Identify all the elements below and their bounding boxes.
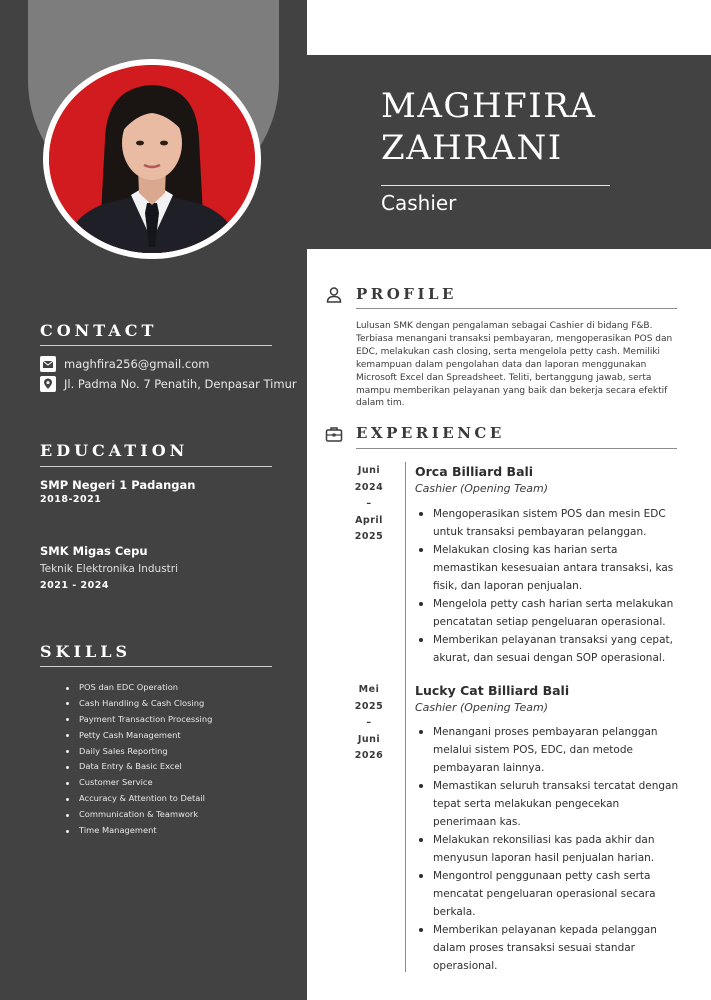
- date-separator: –: [366, 717, 372, 728]
- education-major: Teknik Elektronika Industri: [40, 563, 179, 575]
- job-role: Cashier (Opening Team): [415, 482, 549, 495]
- skills-divider: [40, 666, 272, 667]
- company-name: Lucky Cat Billiard Bali: [415, 683, 570, 698]
- education-years: 2021 - 2024: [40, 580, 109, 591]
- skills-list: [64, 680, 212, 839]
- person-portrait-image: [49, 65, 255, 253]
- job-duties-list: [416, 723, 684, 975]
- person-icon: [325, 286, 343, 304]
- job-duty: Mengelola petty cash harian serta melakukan pencatatan setiap pengeluaran operasional.: [416, 595, 684, 631]
- date-end-month: April: [355, 514, 383, 526]
- address-text: Jl. Padma No. 7 Penatih, Denpasar Timur: [64, 377, 297, 391]
- date-start-month: Mei: [358, 684, 380, 695]
- job-duty: Memberikan pelayanan transaksi yang cepat, akurat, dan sesuai dengan SOP operasional.: [416, 631, 684, 667]
- skill-item: Communication & Teamwork: [64, 807, 212, 823]
- skill-item: Time Management: [64, 823, 212, 839]
- timeline-line: [405, 462, 406, 972]
- date-separator: –: [366, 498, 372, 509]
- skill-item: Daily Sales Reporting: [64, 744, 212, 760]
- job-duties-list: [416, 505, 684, 667]
- email-icon: [40, 356, 56, 372]
- contact-heading: CONTACT: [40, 321, 158, 340]
- skill-item: Cash Handling & Cash Closing: [64, 696, 212, 712]
- job-duty: Memberikan pelayanan kepada pelanggan dalam proses transaksi sesuai standar operasional.: [416, 921, 684, 975]
- first-name: MAGHFIRA: [381, 86, 597, 126]
- education-years: 2018-2021: [40, 494, 102, 505]
- profile-photo: [43, 59, 261, 259]
- contact-email[interactable]: [40, 356, 209, 372]
- date-start-month: Juni: [357, 465, 381, 476]
- skill-item: Customer Service: [64, 775, 212, 791]
- education-school: SMK Migas Cepu: [40, 544, 148, 558]
- skill-item: Accuracy & Attention to Detail: [64, 791, 212, 807]
- job-duty: Melakukan closing kas harian serta memastikan kesesuaian antara transaksi, kas fisik, dan laporan penjualan.: [416, 541, 684, 595]
- experience-divider: [356, 448, 677, 449]
- contact-divider: [40, 345, 272, 346]
- skill-item: Data Entry & Basic Excel: [64, 759, 212, 775]
- profile-heading: PROFILE: [356, 285, 457, 303]
- email-text: maghfira256@gmail.com: [64, 357, 210, 371]
- job-duty: Mengoperasikan sistem POS dan mesin EDC untuk transaksi pembayaran pelanggan.: [416, 505, 684, 541]
- contact-address: [40, 376, 297, 392]
- profile-divider: [356, 308, 677, 309]
- profile-summary: Lulusan SMK dengan pengalaman sebagai Cashier di bidang F&B. Terbiasa menangani transaksi pembayaran, mengoperasikan POS dan EDC, melakukan cash closing, serta mengelola petty cash. Memiliki kemampuan dalam pengolahan data dan laporan menggunakan Microsoft Excel dan Spreadsheet. Teliti, bertanggung jawab, serta mampu memberikan pelayanan yang baik dan bekerja secara efektif dalam tim.: [356, 321, 673, 409]
- job-duty: Menangani proses pembayaran pelanggan melalui sistem POS, EDC, dan metode pembayaran lainnya.: [416, 723, 684, 777]
- last-name: ZAHRANI: [381, 128, 563, 168]
- skill-item: POS dan EDC Operation: [64, 680, 212, 696]
- job-duty: Memastikan seluruh transaksi tercatat dengan tepat serta melakukan pengecekan penerimaan kas.: [416, 777, 684, 831]
- job-date-range: [349, 682, 389, 765]
- date-end-year: 2025: [354, 531, 384, 542]
- date-end-year: 2026: [354, 750, 384, 761]
- date-start-year: 2025: [354, 700, 384, 712]
- education-school: SMP Negeri 1 Padangan: [40, 478, 196, 492]
- job-duty: Melakukan rekonsiliasi kas pada akhir dan menyusun laporan hasil penjualan harian.: [416, 831, 684, 867]
- experience-heading: EXPERIENCE: [356, 424, 505, 442]
- education-divider: [40, 466, 272, 467]
- company-name: Orca Billiard Bali: [415, 464, 534, 479]
- header-divider: [381, 185, 610, 186]
- job-duty: Mengontrol penggunaan petty cash serta mencatat pengeluaran operasional secara berkala.: [416, 867, 684, 921]
- job-role: Cashier (Opening Team): [415, 701, 549, 714]
- skill-item: Payment Transaction Processing: [64, 712, 212, 728]
- briefcase-icon: [325, 425, 343, 443]
- skill-item: Petty Cash Management: [64, 728, 212, 744]
- job-title: Cashier: [381, 191, 457, 215]
- location-pin-icon: [40, 376, 56, 392]
- date-start-year: 2024: [354, 481, 384, 493]
- education-heading: EDUCATION: [40, 441, 189, 460]
- job-date-range: [349, 463, 389, 546]
- date-end-month: Juni: [357, 733, 381, 745]
- skills-heading: SKILLS: [40, 642, 131, 661]
